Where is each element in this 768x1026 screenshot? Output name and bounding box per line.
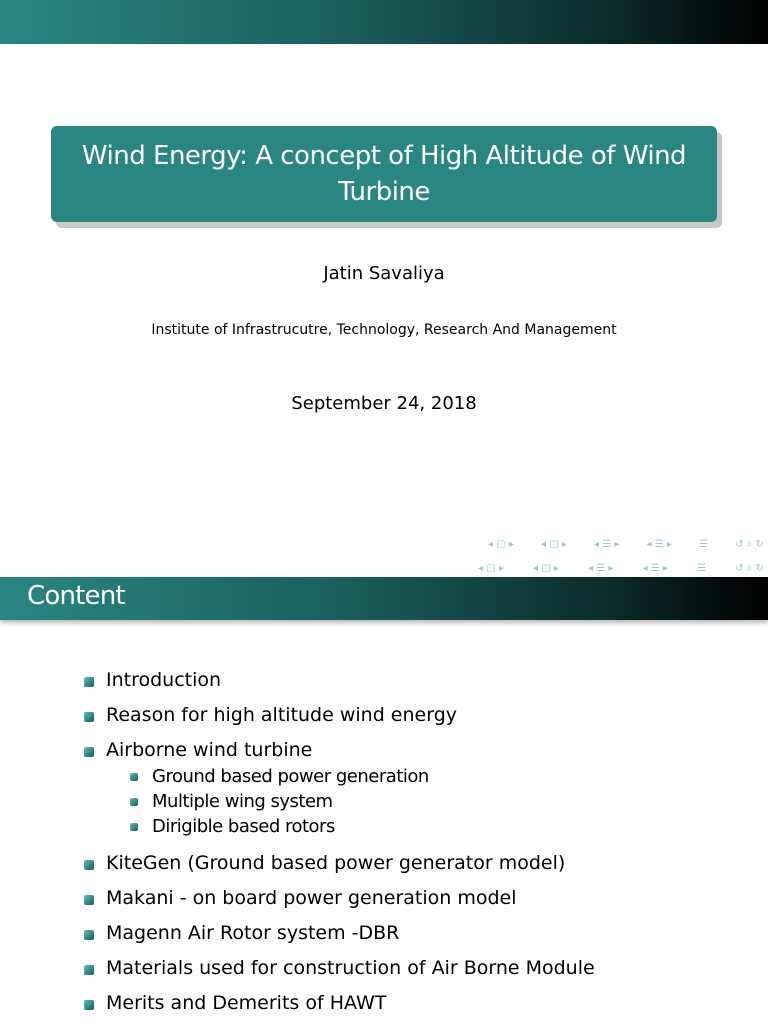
subsection-nav-icon[interactable]: ◂ ◫ ▸ [533,562,559,574]
list-item [84,886,744,910]
search-back-forward-icon[interactable]: ↺ ⌕ ↻ [735,562,764,574]
outline-nav-icon[interactable]: ☰ [697,562,707,574]
frame-nav-icon[interactable]: ◂ ▢ ▸ [478,562,504,574]
list-item-label: Reason for high altitude wind energy [106,704,458,726]
sub-list-item [130,789,744,814]
list-item [84,668,744,692]
list-item-label: Makani - on board power generation model [106,887,517,909]
beamer-navigation[interactable] [488,537,764,551]
list-item-label: Introduction [106,669,222,691]
bullet-icon [130,773,138,781]
subsection-list-nav-icon[interactable]: ◂ ☰ ▸ [646,538,672,550]
author-name: Jatin Savaliya [323,263,445,284]
sub-list [84,764,744,839]
bullet-icon [84,965,94,975]
subsection-list-nav-icon[interactable]: ◂ ☰ ▸ [642,562,668,574]
bullet-icon [84,930,94,940]
bullet-icon [130,798,138,806]
list-item [84,851,744,875]
frame-nav-icon[interactable]: ◂ ▢ ▸ [488,538,514,550]
search-back-forward-icon[interactable]: ↺ ⌕ ↻ [735,538,764,550]
outline-nav-icon[interactable]: ☰ [699,538,709,550]
list-item-label: Merits and Demerits of HAWT [106,992,387,1014]
list-item-label: Magenn Air Rotor system -DBR [106,922,400,944]
subsection-nav-icon[interactable]: ◂ ◫ ▸ [541,538,567,550]
bullet-icon [130,823,138,831]
section-heading: Content [27,581,125,611]
sub-list-item [130,814,744,839]
sub-list-item-label: Ground based power generation [152,766,429,787]
bullet-icon [84,895,94,905]
list-item-label: KiteGen (Ground based power generator model) [106,852,566,874]
content-list [84,668,744,1026]
title-box [51,126,717,222]
list-item [84,956,744,980]
institute-name: Institute of Infrastrucutre, Technology, Research And Management [151,322,617,338]
bullet-icon [84,1000,94,1010]
header-bar [0,0,768,44]
list-item [84,703,744,727]
list-item [84,991,744,1015]
slide-title: Wind Energy: A concept of High Altitude of Wind Turbine [81,141,687,207]
list-item [84,738,744,762]
list-item-label: Materials used for construction of Air Borne Module [106,957,595,979]
presentation-date: September 24, 2018 [291,393,477,414]
sub-list-item-label: Multiple wing system [152,791,333,812]
sub-list-item-label: Dirigible based rotors [152,816,335,837]
bullet-icon [84,860,94,870]
bullet-icon [84,712,94,722]
list-item [84,921,744,945]
section-nav-icon[interactable]: ◂ ☰ ▸ [588,562,614,574]
section-nav-icon[interactable]: ◂ ☰ ▸ [594,538,620,550]
sub-list-item [130,764,744,789]
list-item-label: Airborne wind turbine [106,739,313,761]
bullet-icon [84,747,94,757]
bullet-icon [84,677,94,687]
beamer-navigation[interactable] [478,561,764,575]
section-header-bar [0,577,768,620]
